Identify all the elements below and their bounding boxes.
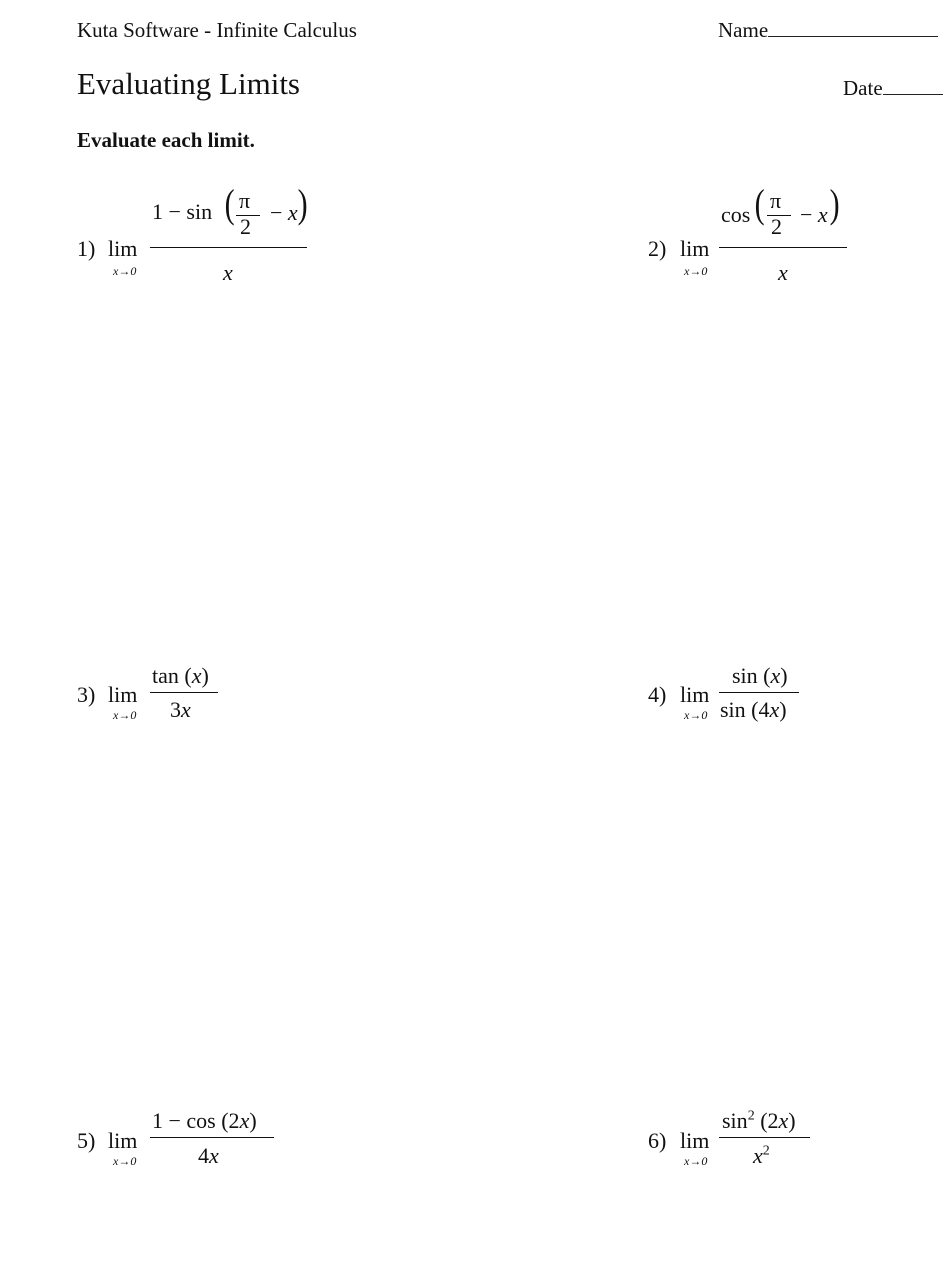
numerator: 1 − cos (2x) bbox=[152, 1108, 257, 1133]
lim-approach: x→0 bbox=[684, 1154, 708, 1168]
fraction-bar bbox=[150, 692, 218, 693]
numerator-text: cos bbox=[721, 202, 751, 227]
lim-approach: x→0 bbox=[684, 708, 708, 722]
denominator: x bbox=[223, 260, 233, 285]
right-paren: ) bbox=[297, 181, 308, 226]
lim-label: lim bbox=[108, 236, 138, 261]
name-field[interactable] bbox=[718, 18, 938, 43]
date-field[interactable] bbox=[843, 76, 943, 101]
date-label: Date bbox=[843, 76, 883, 100]
numerator: $\sin^2 (2x)$ bbox=[722, 1108, 796, 1133]
name-label: Name bbox=[718, 18, 769, 42]
minus-x: − x bbox=[800, 202, 828, 227]
denominator: $x^2$ bbox=[753, 1143, 770, 1168]
two-digit: 2 bbox=[771, 214, 782, 239]
fraction-bar bbox=[150, 1137, 274, 1138]
denominator: sin (4x) bbox=[720, 697, 787, 722]
lim-approach: x→0 bbox=[113, 708, 137, 722]
name-blank-line[interactable] bbox=[768, 18, 938, 37]
two-digit: 2 bbox=[240, 214, 251, 239]
problem-number: 5) bbox=[77, 1128, 96, 1153]
problem-number: 4) bbox=[648, 682, 667, 707]
page-title: Evaluating Limits bbox=[77, 66, 300, 101]
pi-symbol: π bbox=[770, 188, 782, 213]
instructions: Evaluate each limit. bbox=[77, 128, 255, 152]
problem-number: 3) bbox=[77, 682, 96, 707]
numerator: tan (x) bbox=[152, 663, 209, 688]
pi-symbol: π bbox=[239, 188, 251, 213]
numerator: sin (x) bbox=[732, 663, 788, 688]
denominator: 3x bbox=[170, 697, 191, 722]
right-paren: ) bbox=[829, 181, 840, 226]
denominator: x bbox=[778, 260, 788, 285]
problem-number: 6) bbox=[648, 1128, 667, 1153]
fraction-bar bbox=[719, 247, 847, 248]
lim-label: lim bbox=[680, 236, 710, 261]
left-paren: ( bbox=[754, 181, 765, 226]
lim-approach: x→0 bbox=[113, 264, 137, 278]
denominator: 4x bbox=[198, 1143, 219, 1168]
date-blank-line[interactable] bbox=[883, 76, 943, 95]
fraction-bar bbox=[150, 247, 307, 248]
lim-label: lim bbox=[680, 1128, 710, 1153]
problem-number: 1) bbox=[77, 236, 96, 261]
lim-approach: x→0 bbox=[113, 1154, 137, 1168]
publisher-label: Kuta Software - Infinite Calculus bbox=[77, 18, 357, 42]
fraction-bar bbox=[719, 692, 799, 693]
lim-approach: x→0 bbox=[684, 264, 708, 278]
minus-x: − x bbox=[270, 200, 298, 225]
problem-number: 2) bbox=[648, 236, 667, 261]
lim-label: lim bbox=[108, 1128, 138, 1153]
left-paren: ( bbox=[224, 181, 235, 226]
fraction-bar bbox=[719, 1137, 810, 1138]
lim-label: lim bbox=[680, 682, 710, 707]
numerator-text: 1 − sin bbox=[152, 199, 213, 224]
lim-label: lim bbox=[108, 682, 138, 707]
